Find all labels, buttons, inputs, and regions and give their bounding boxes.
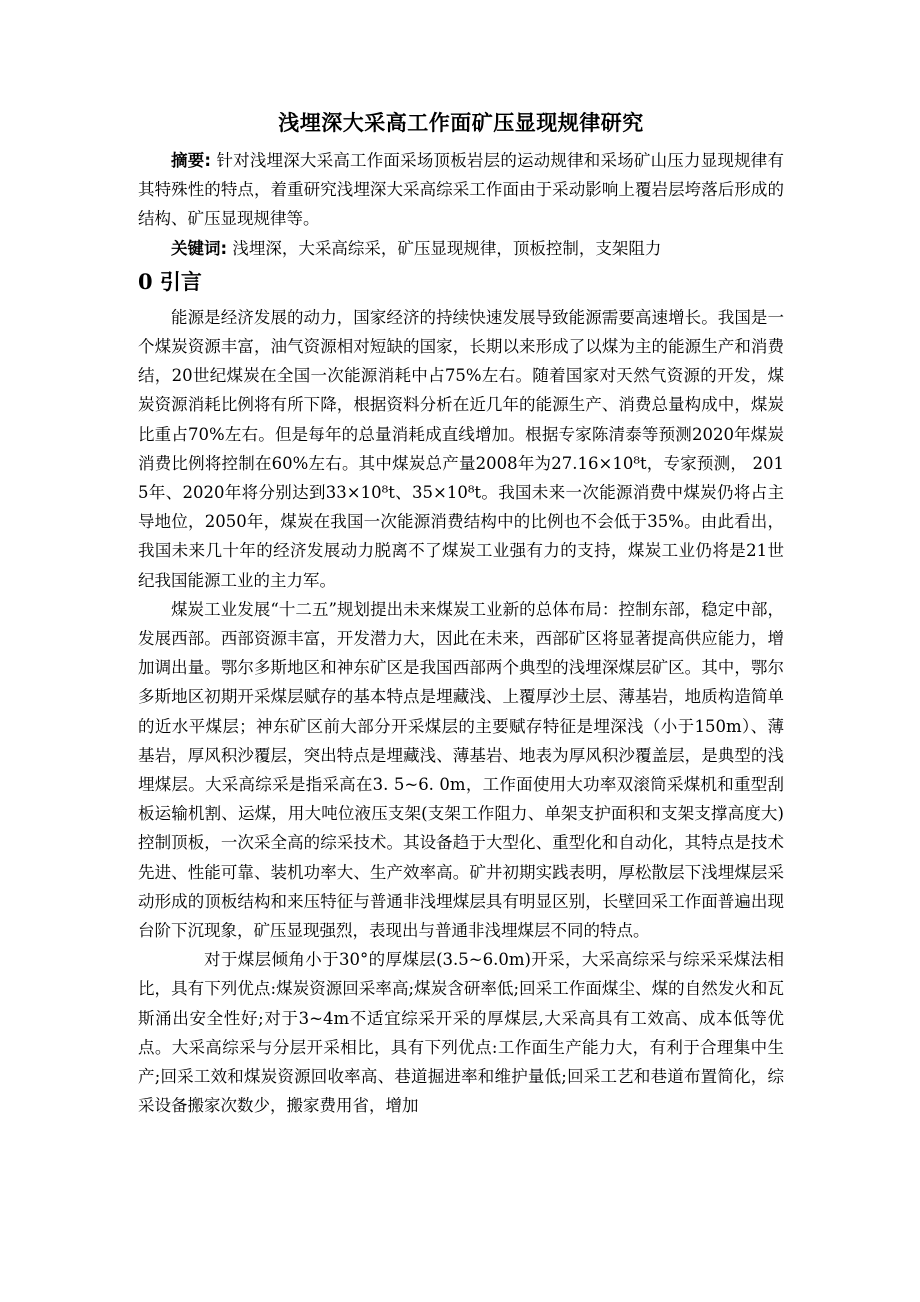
abstract bbox=[138, 146, 784, 234]
section-number: 0 bbox=[138, 268, 153, 294]
section-title: 引言 bbox=[152, 269, 202, 294]
abstract-text: 针对浅埋深大采高工作面采场顶板岩层的运动规律和采场矿山压力显现规律有其特殊性的特点，着重研究浅埋深大采高综采工作面由于采动影响上覆岩层垮落后形成的结构、矿压显现规律等。 bbox=[138, 151, 784, 229]
abstract-label: 摘要: bbox=[171, 151, 211, 170]
keywords bbox=[138, 234, 784, 263]
document-title: 浅埋深大采高工作面矿压显现规律研究 bbox=[278, 111, 644, 135]
body-paragraph-2: 煤炭工业发展“十二五”规划提出未来煤炭工业新的总体布局：控制东部，稳定中部，发展西部。西部资源丰富，开发潜力大，因此在未来，西部矿区将显著提高供应能力，增加调出量。鄂尔多斯地区和神东矿区是我国西部两个典型的浅埋深煤层矿区。其中，鄂尔多斯地区初期开采煤层赋存的基本特点是埋藏浅、上覆厚沙土层、薄基岩，地质构造简单的近水平煤层；神东矿区前大部分开采煤层的主要赋存特征是埋深浅（小于150m）、薄基岩，厚风积沙覆层，突出特点是埋藏浅、薄基岩、地表为厚风积沙覆盖层，是典型的浅埋煤层。大采高综采是指采高在3. 5~6. 0m，工作面使用大功率双滚筒采煤机和重型刮板运输机割、运煤，用大吨位液压支架(支架工作阻力、单架支护面积和支架支撑高度大)控制顶板，一次采全高的综采技术。其设备趋于大型化、重型化和自动化，其特点是技术先进、性能可靠、装机功率大、生产效率高。矿井初期实践表明，厚松散层下浅埋煤层采动形成的顶板结构和来压特征与普通非浅埋煤层具有明显区别，长壁回采工作面普遍出现台阶下沉现象，矿压显现强烈，表现出与普通非浅埋煤层不同的特点。 bbox=[138, 599, 784, 941]
document-page bbox=[138, 106, 784, 1121]
section-heading-introduction bbox=[138, 265, 784, 299]
keywords-label: 关键词: bbox=[171, 238, 228, 258]
body-paragraph-1: 能源是经济发展的动力，国家经济的持续快速发展导致能源需要高速增长。我国是一个煤炭资源丰富，油气资源相对短缺的国家，长期以来形成了以煤为主的能源生产和消费结，20世纪煤炭在全国一次能源消耗中占75%左右。随着国家对天然气资源的开发，煤炭资源消耗比例将有所下降，根据资料分析在近几年的能源生产、消费总量构成中，煤炭比重占70%左右。但是每年的总量消耗成直线增加。根据专家陈清泰等预测2020年煤炭消费比例将控制在60%左右。其中煤炭总产量2008年为27.16×10⁸t，专家预测， 2015年、2020年将分别达到33×10⁸t、35×10⁸t。我国未来一次能源消费中煤炭仍将占主导地位，2050年，煤炭在我国一次能源消费结构中的比例也不会低于35%。由此看出，我国未来几十年的经济发展动力脱离不了煤炭工业强有力的支持，煤炭工业仍将是21世纪我国能源工业的主力军。 bbox=[138, 307, 784, 590]
body-paragraph-3: 对于煤层倾角小于30°的厚煤层(3.5~6.0m)开采，大采高综采与综采采煤法相比，具有下列优点:煤炭资源回采率高;煤炭含研率低;回采工作面煤尘、煤的自然发火和瓦斯涌出安全性好;对于3~4m不适宜综采开采的厚煤层,大采高具有工效高、成本低等优点。大采高综采与分层开采相比，具有下列优点:工作面生产能力大，有利于合理集中生产;回采工效和煤炭资源回收率高、巷道掘进率和维护量低;回采工艺和巷道布置简化，综采设备搬家次数少，搬家费用省，增加 bbox=[138, 950, 784, 1116]
keywords-text: 浅埋深，大采高综采，矿压显现规律，顶板控制，支架阻力 bbox=[227, 238, 662, 258]
